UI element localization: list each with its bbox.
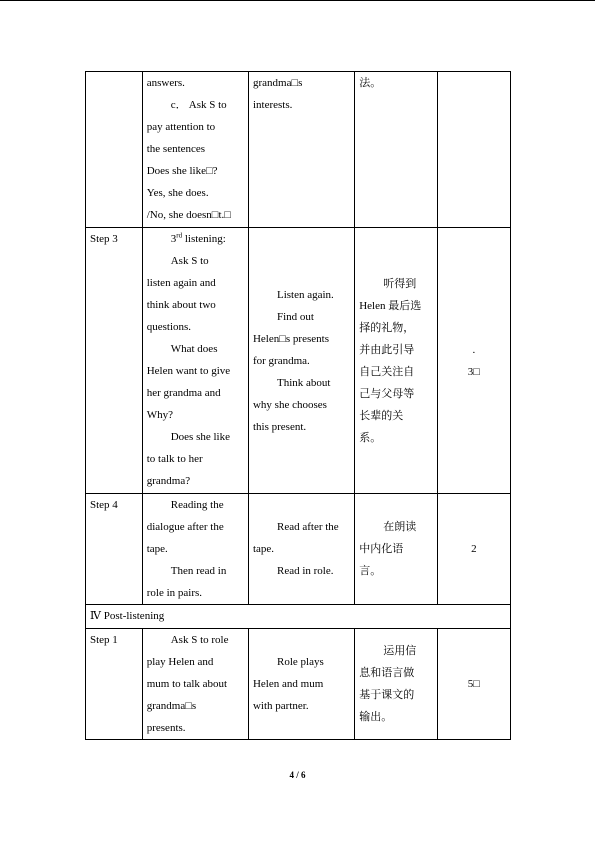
text-line: 在朗读 xyxy=(383,521,417,533)
step-label: Step 4 xyxy=(90,499,118,511)
text-line: 自己关注自 xyxy=(359,365,415,378)
table-row-continued xyxy=(86,72,511,228)
text-line: to talk to her xyxy=(146,453,203,465)
text-line: 息和语言做 xyxy=(359,667,415,679)
step-label-cell xyxy=(86,494,143,605)
text-fragment: listening: xyxy=(182,233,226,245)
section-title: Ⅳ Post-listening xyxy=(90,610,165,622)
text-line: 择的礼物， xyxy=(359,321,415,334)
text-line: play Helen and xyxy=(146,656,214,668)
text-line: this present. xyxy=(252,420,307,433)
teacher-activity-cell xyxy=(142,72,248,228)
teacher-activity-cell xyxy=(142,629,248,740)
student-activity-cell xyxy=(248,72,354,228)
text-line: presents. xyxy=(146,722,186,734)
text-line: What does xyxy=(170,343,218,355)
text-line: questions. xyxy=(146,321,192,333)
text-line: 言。 xyxy=(359,565,382,577)
text-line: interests. xyxy=(252,99,293,111)
lesson-plan-table xyxy=(85,71,511,740)
page-top-rule xyxy=(0,0,595,1)
text-line: /No, she doesn□t.□ xyxy=(146,209,231,221)
table-row-step4 xyxy=(86,494,511,605)
text-line: the sentences xyxy=(146,143,206,155)
text-line: for grandma. xyxy=(252,354,310,367)
text-line: Listen again. xyxy=(276,288,334,301)
text-line: 基于课文的 xyxy=(359,689,415,701)
text-line: dialogue after the xyxy=(146,521,224,533)
text-line: 法。 xyxy=(359,77,382,89)
text-line: role in pairs. xyxy=(146,587,203,599)
text-line: Read after the xyxy=(276,521,339,533)
table-row-step3 xyxy=(86,228,511,494)
text-line: 己与父母等 xyxy=(359,387,415,400)
text-line: Read in role. xyxy=(276,565,334,577)
step-label-cell xyxy=(86,629,143,740)
student-activity-cell xyxy=(248,629,354,740)
table-row-section-header xyxy=(86,605,511,629)
text-line xyxy=(147,228,244,250)
text-line: listen again and xyxy=(146,277,216,289)
text-line: grandma□s xyxy=(146,700,197,712)
step-label-cell xyxy=(86,72,143,228)
time-dot: . xyxy=(472,343,476,356)
step-label-cell xyxy=(86,228,143,494)
text-line: 运用信 xyxy=(383,645,417,657)
student-activity-cell xyxy=(248,494,354,605)
purpose-cell xyxy=(355,494,438,605)
page-number: 4 / 6 xyxy=(289,770,306,780)
text-line: grandma□s xyxy=(252,77,303,89)
time-value: 5□ xyxy=(467,678,480,690)
text-line: 长辈的关 xyxy=(359,409,404,422)
text-line: 中内化语 xyxy=(359,543,404,555)
text-line: 系。 xyxy=(359,431,382,444)
text-line: Then read in xyxy=(170,565,227,577)
text-line: with partner. xyxy=(252,700,309,712)
text-line: Find out xyxy=(276,310,314,323)
teacher-activity-cell xyxy=(142,228,248,494)
step-label: Step 3 xyxy=(90,233,118,245)
text-line: 输出。 xyxy=(359,711,393,723)
text-line: Reading the xyxy=(170,499,224,511)
text-line: Helen and mum xyxy=(252,678,324,690)
text-line: Think about xyxy=(276,376,331,389)
time-cell xyxy=(437,72,510,228)
text-line: tape. xyxy=(146,543,168,555)
time-cell xyxy=(437,629,510,740)
text-line: grandma? xyxy=(146,475,191,487)
text-line: 听得到 xyxy=(383,277,417,290)
text-line: Does she like□? xyxy=(146,165,218,177)
text-line: her grandma and xyxy=(146,387,221,399)
text-line: pay attention to xyxy=(146,121,216,133)
text-line: Yes, she does. xyxy=(146,187,209,199)
ordinal-number: 3 xyxy=(170,233,177,245)
ordinal-suffix: rd xyxy=(176,231,183,240)
text-line: Helen want to give xyxy=(146,365,231,377)
purpose-cell xyxy=(355,228,438,494)
text-line: think about two xyxy=(146,299,216,311)
purpose-cell xyxy=(355,72,438,228)
text-line: Helen□s presents xyxy=(252,332,329,345)
step-label: Step 1 xyxy=(90,634,118,646)
text-line: c． Ask S to xyxy=(170,99,227,111)
text-line: Ask S to role xyxy=(170,634,229,646)
student-activity-cell xyxy=(248,228,354,494)
time-cell xyxy=(437,228,510,494)
text-line: 并由此引导 xyxy=(359,343,415,356)
text-line: Helen 最后选 xyxy=(359,299,422,312)
text-line: Does she like xyxy=(170,431,230,443)
text-line: Ask S to xyxy=(170,255,209,267)
table-row-step1 xyxy=(86,629,511,740)
text-line: tape. xyxy=(252,543,275,555)
text-line: why she chooses xyxy=(252,398,327,411)
time-value: 2 xyxy=(471,543,477,555)
section-title-cell xyxy=(86,605,511,629)
text-line: answers. xyxy=(146,77,185,89)
text-line: Why? xyxy=(146,409,173,421)
text-line: Role plays xyxy=(276,656,324,668)
text-line: mum to talk about xyxy=(146,678,228,690)
time-cell xyxy=(437,494,510,605)
time-value: 3□ xyxy=(467,365,480,378)
purpose-cell xyxy=(355,629,438,740)
teacher-activity-cell xyxy=(142,494,248,605)
